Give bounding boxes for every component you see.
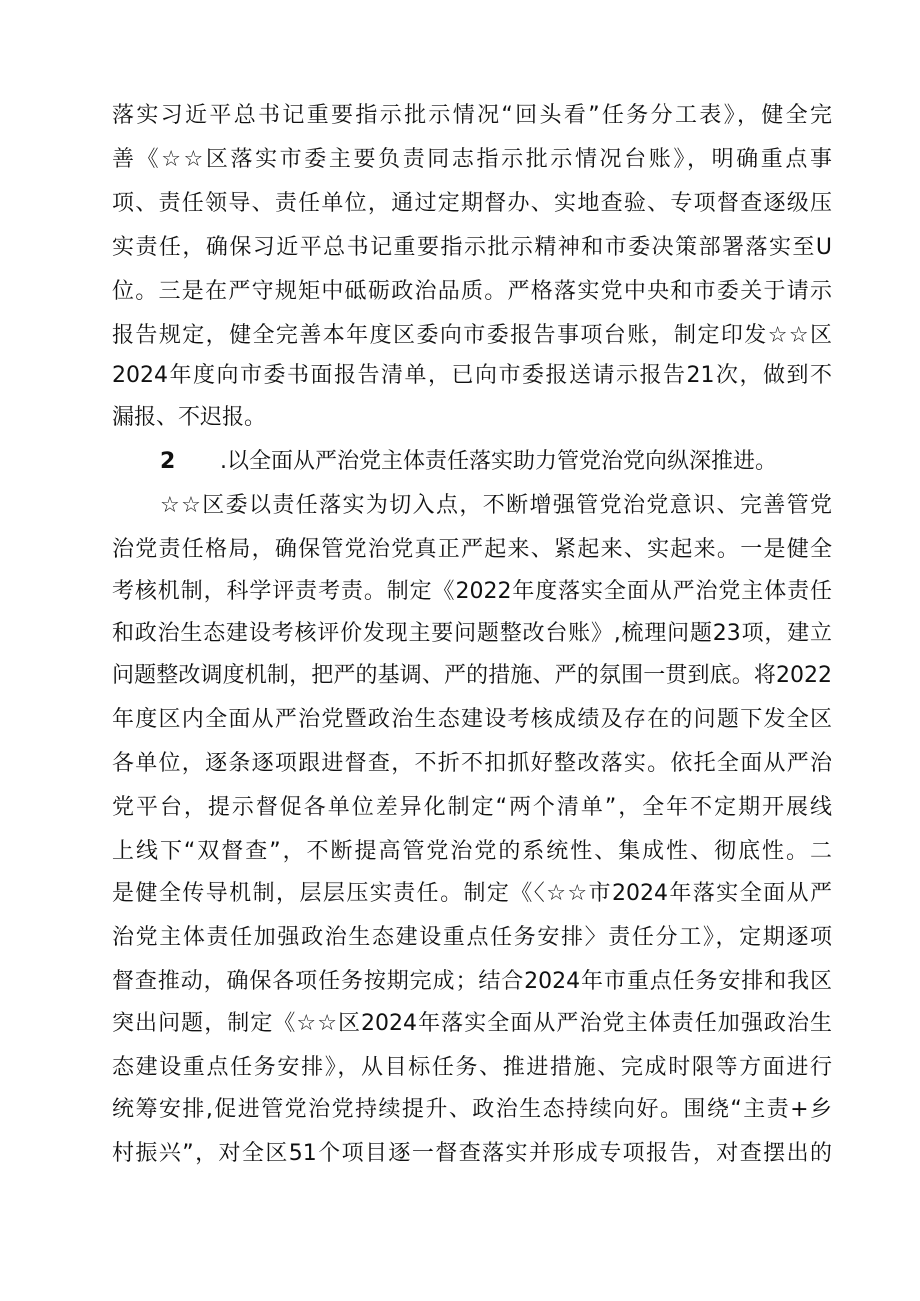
paragraph-line: 落实习近平总书记重要指示批示情况“回头看”任务分工表》，健全完 <box>112 103 832 128</box>
paragraph-line: 考核机制，科学评责考责。制定《2022年度落实全面从严治党主体责任 <box>112 579 832 604</box>
paragraph-line: 督查推动，确保各项任务按期完成；结合2024年市重点任务安排和我区 <box>112 969 832 994</box>
paragraph-line: 实责任，确保习近平总书记重要指示批示精神和市委决策部署落实至U <box>112 235 832 260</box>
paragraph-line: 统筹安排,促进管党治党持续提升、政治生态持续向好。围绕“主责+乡 <box>112 1097 832 1122</box>
paragraph-line: 问题整改调度机制，把严的基调、严的措施、严的氛围一贯到底。将2022 <box>112 663 832 688</box>
paragraph-line: 上线下“双督查”，不断提高管党治党的系统性、集成性、彻底性。二 <box>112 839 832 864</box>
paragraph-line: 位。三是在严守规矩中砥砺政治品质。严格落实党中央和市委关于请示 <box>112 279 832 304</box>
section-heading: .以全面从严治党主体责任落实助力管党治党向纵深推进。 <box>220 449 777 474</box>
paragraph-line: 党平台，提示督促各单位差异化制定“两个清单”，全年不定期开展线 <box>112 795 832 820</box>
paragraph-line: 各单位，逐条逐项跟进督查，不折不扣抓好整改落实。依托全面从严治 <box>112 751 832 776</box>
paragraph-line: 突出问题，制定《☆☆区2024年落实全面从严治党主体责任加强政治生 <box>112 1011 832 1036</box>
paragraph-line: 年度区内全面从严治党暨政治生态建设考核成绩及存在的问题下发全区 <box>112 707 832 732</box>
paragraph-line: 治党主体责任加强政治生态建设重点任务安排〉责任分工》，定期逐项 <box>112 925 832 950</box>
paragraph-line: 和政治生态建设考核评价发现主要问题整改台账》,梳理问题23项，建立 <box>112 621 832 646</box>
paragraph-line: ☆☆区委以责任落实为切入点，不断增强管党治党意识、完善管党 <box>160 493 832 518</box>
paragraph-line: 治党责任格局，确保管党治党真正严起来、紧起来、实起来。一是健全 <box>112 537 832 562</box>
paragraph-line: 村振兴”，对全区51个项目逐一督查落实并形成专项报告，对查摆出的 <box>112 1141 832 1166</box>
paragraph-line: 态建设重点任务安排》，从目标任务、推进措施、完成时限等方面进行 <box>112 1055 832 1080</box>
paragraph-line: 项、责任领导、责任单位，通过定期督办、实地查验、专项督查逐级压 <box>112 191 832 216</box>
paragraph-line: 2024年度向市委书面报告清单，已向市委报送请示报告21次，做到不 <box>112 363 832 388</box>
paragraph-line: 漏报、不迟报。 <box>112 405 267 430</box>
paragraph-line: 报告规定，健全完善本年度区委向市委报告事项台账，制定印发☆☆区 <box>112 323 832 348</box>
paragraph-line: 是健全传导机制，层层压实责任。制定《〈☆☆市2024年落实全面从严 <box>112 881 832 906</box>
section-number: 2 <box>160 449 176 474</box>
paragraph-line: 善《☆☆区落实市委主要负责同志指示批示情况台账》，明确重点事 <box>112 147 832 172</box>
